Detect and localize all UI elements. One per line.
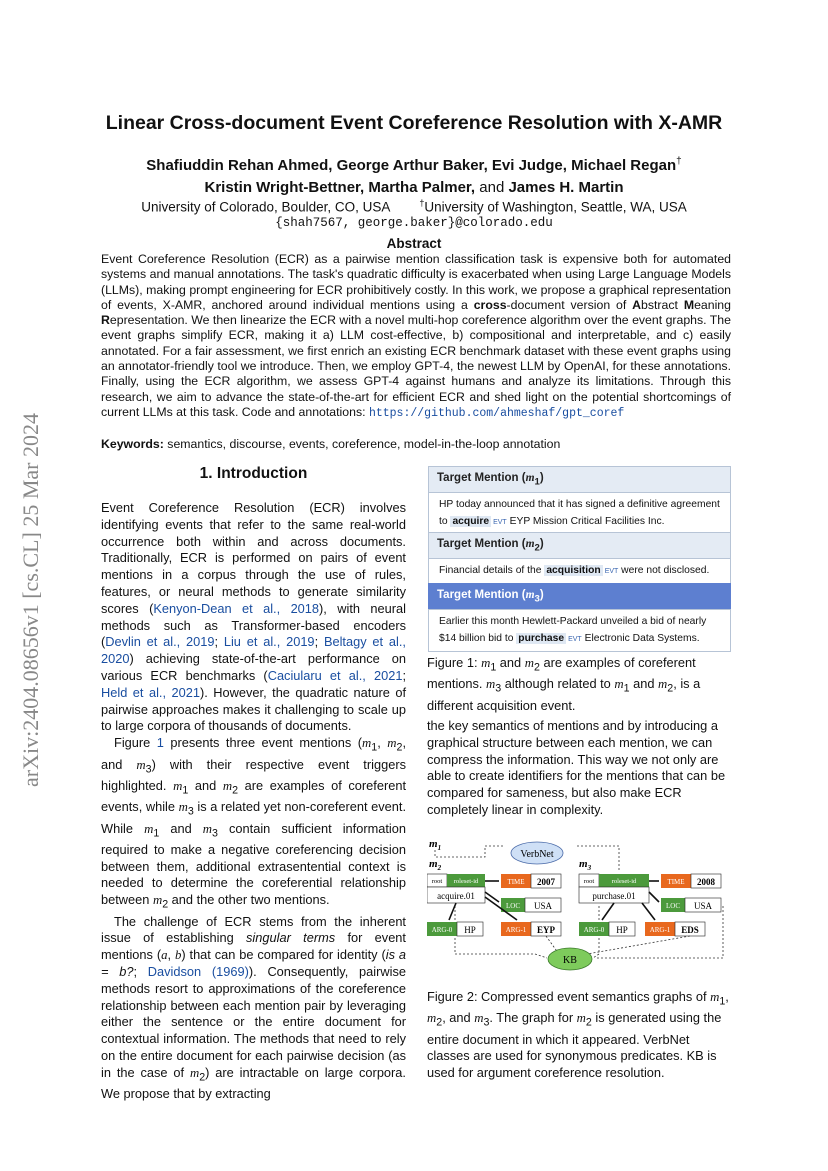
affil-mark: † [419, 198, 425, 208]
loc-label-3: LOC [666, 902, 680, 910]
arg0-label-3: ARG-0 [583, 926, 605, 934]
label-m3: $m_3$ [579, 858, 592, 872]
trigger-acquire: acquire [452, 516, 490, 528]
abstract-heading: Abstract [386, 236, 442, 251]
authors-line1: Shafiuddin Rehan Ahmed, George Arthur Baker, Evi Judge, Michael Regan [146, 157, 677, 174]
authors-and: and [475, 179, 509, 196]
eds-label: EDS [681, 925, 699, 935]
kb-label: KB [563, 955, 577, 966]
target-mention-box-1: Target Mention $(m_1)$ HP today announced that it has signed a definitive agreement to acquire EVT EYP Mission Critical Facilities Inc. [428, 466, 731, 535]
event-graph-diagram [427, 834, 732, 984]
roleset-label-3: roleset-id [611, 878, 637, 885]
roleset-label: roleset-id [453, 878, 479, 885]
evt-tag: EVT [493, 519, 507, 527]
target-mention-3-heading: Target Mention $(m_3)$ [428, 583, 731, 609]
arg1-label-3: ARG-1 [649, 926, 671, 934]
year-2008: 2008 [697, 877, 715, 887]
intro-paragraph-1: Event Coreference Resolution (ECR) involves identifying events that refer to the same real-world occurrence both within and across documents. Traditionally, ECR is performed on pairs of event mentions in a corpus through the use of rules, features, or neural methods to generate similarity scores (Kenyon-Dean et al., 2018), with neural methods such as Transformer-based encoders (Devlin et al., 2019; Liu et al., 2019; Beltagy et al., 2020) achieving state-of-the-art performance on various ECR benchmarks (Caciularu et al., 2021; Held et al., 2021). However, the quadratic nature of pairwise approaches makes it challenging to scale up to large corpora of thousands of documents. [101, 500, 406, 734]
label-m1: $m_1$ [429, 838, 442, 852]
loc-label-1: LOC [506, 902, 520, 910]
target-mention-2-heading: Target Mention $(m_2)$ [428, 532, 731, 558]
citation-devlin[interactable]: Devlin et al., 2019 [105, 634, 215, 650]
target-mention-1-heading: Target Mention $(m_1)$ [428, 466, 731, 492]
root-label-3: root [583, 878, 595, 885]
citation-kenyon-dean[interactable]: Kenyon-Dean et al., 2018 [153, 600, 320, 616]
graph-m1-m2 [427, 874, 561, 936]
usa-label-1: USA [533, 901, 553, 911]
hp-label-3: HP [616, 925, 628, 935]
paper-title: Linear Cross-document Event Coreference Resolution with X-AMR [105, 112, 723, 134]
affiliation-colorado: University of Colorado, Boulder, CO, USA [141, 199, 390, 215]
hp-label-1: HP [464, 925, 476, 935]
target-mention-box-2: Target Mention $(m_2)$ Financial details of the acquisition EVT were not disclosed. [428, 532, 731, 584]
affiliation-washington: University of Washington, Seattle, WA, USA [424, 199, 687, 215]
figure-2-caption: Figure 2: Compressed event semantics graphs of $m_1$, $m_2$, and $m_3$. The graph for $m_2$ is generated using the entire document in which it appeared. VerbNet classes are used for synonymous predicates. KB is used for argument coreference resolution. [427, 989, 729, 1081]
arxiv-id: arXiv:2404.08656v1 [cs.CL] 25 Mar 2024 [18, 413, 43, 787]
mention-labels [429, 838, 592, 872]
time-label-3: TIME [667, 878, 685, 886]
trigger-acquisition: acquisition [546, 565, 601, 577]
verbnet-label: VerbNet [520, 849, 554, 860]
evt-tag: EVT [568, 636, 582, 644]
authors [0, 151, 828, 199]
target-mention-box-3: Target Mention $(m_3)$ Earlier this month Hewlett-Packard unveiled a bid of nearly $14 billion bid to purchase EVT Electronic Data Systems. [428, 583, 731, 652]
section-title-introduction: 1. Introduction [199, 465, 308, 482]
year-2007: 2007 [537, 877, 555, 887]
arg0-label-1: ARG-0 [431, 926, 453, 934]
purchase-label: purchase.01 [592, 891, 636, 901]
usa-label-3: USA [693, 901, 713, 911]
trigger-purchase: purchase [518, 633, 565, 645]
code-link[interactable]: https://github.com/ahmeshaf/gpt_coref [368, 406, 625, 420]
citation-davidson[interactable]: Davidson (1969) [147, 964, 249, 979]
affiliations [0, 198, 828, 215]
citation-caciularu[interactable]: Caciularu et al., 2021 [267, 667, 403, 683]
acquire-label: acquire.01 [437, 891, 475, 901]
citation-liu[interactable]: Liu et al., 2019 [223, 634, 315, 650]
keywords: Keywords: semantics, discourse, events, coreference, model-in-the-loop annotation [101, 437, 561, 451]
authors-line2a: Kristin Wright-Bettner, Martha Palmer, [204, 179, 476, 196]
citation-held[interactable]: Held et al., 2021 [101, 684, 200, 700]
authors-line2b: James H. Martin [508, 179, 624, 196]
eyp-label: EYP [537, 925, 555, 935]
emails: {shah7567, george.baker}@colorado.edu [275, 216, 553, 230]
abstract-body: Event Coreference Resolution (ECR) as a pairwise mention classification task is expensive both for automated systems and manual annotations. The task's quadratic difficulty is exacerbated when using Large Language Models (LLMs), making prompt engineering for ECR prohibitively costly. In this work, we propose a graphical representation of events, X-AMR, anchored around individual mentions using a cross-document version of Abstract Meaning Representation. We then linearize the ECR with a novel multi-hop coreference algorithm over the event graphs. The event graphs simplify ECR, making it a) LLM cost-effective, b) compositional and interpretable, and c) easily annotated. For a fair assessment, we first enrich an existing ECR benchmark dataset with these event graphs using an annotator-friendly tool we introduce. Then, we employ GPT-4, the newest LLM by OpenAI, for these annotations. Finally, using the ECR algorithm, we assess GPT-4 against humans and analyze its limitations. Through this research, we aim to advance the state-of-the-art for efficient ECR and shed light on the potential shortcomings of current LLMs at this task. Code and annotations: https://github.com/ahmeshaf/gpt_coref [101, 252, 731, 420]
column-2-paragraph: the key semantics of mentions and by introducing a graphical structure between each mention, we can compress the information. This way we not only are able to create identifiers for the mentions that can be compared for sameness, but also make ECR completely linear in complexity. [427, 718, 726, 817]
figure-1-ref[interactable]: 1 [156, 735, 164, 751]
graph-m3 [579, 874, 721, 936]
intro-paragraph-3: The challenge of ECR stems from the inherent issue of establishing singular terms for event mentions (a, b) that can be compared for identity (is a = b?; Davidson (1969)). Consequently, pairwise methods resort to approximations of the coreference relationship between each mention pair by leveraging either the sentence or the entire document for contextual information. The methods that need to rely on the entire document for each pairwise decision (as in the case of $m_2$) are intractable on large corpora. We propose that by extracting [101, 913, 406, 1102]
introduction-body [101, 500, 406, 1103]
figure-1-caption: Figure 1: $m_1$ and $m_2$ are examples of coreferent mentions. $m_3$ although related to $m_1$ and $m_2$, is a different acquisition event. [427, 655, 701, 713]
time-label-1: TIME [507, 878, 525, 886]
arg1-label-1: ARG-1 [505, 926, 527, 934]
label-m2: $m_2$ [429, 858, 442, 872]
citation-beltagy[interactable]: Beltagy et al., 2020 [101, 634, 406, 667]
evt-tag: EVT [604, 568, 619, 576]
intro-paragraph-2: Figure 1 presents three event mentions ($m_1$, $m_2$, and $m_3$) with their respective event triggers highlighted. $m_1$ and $m_2$ are examples of coreferent events, while $m_3$ is a related yet non-coreferent event. While $m_1$ and $m_3$ contain sufficient information required to make a negative coreferencing decision between them, additional extrasentential context is needed to determine the coreferential relationship between $m_2$ and the other two mentions. [101, 735, 407, 911]
root-label: root [431, 878, 443, 885]
author-affil-mark: † [676, 156, 682, 167]
